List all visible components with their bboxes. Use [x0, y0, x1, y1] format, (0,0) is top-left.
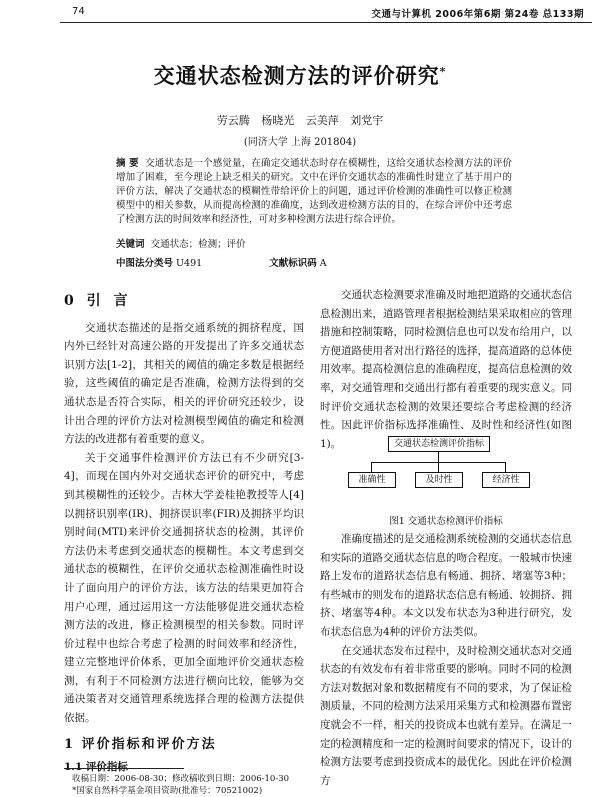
doc-code-label: 文献标识码 [269, 258, 317, 269]
title-mark: * [439, 65, 447, 78]
footnote-funding: *国家自然科学基金项目资助(批准号：70521002) [72, 786, 263, 796]
figure-caption: 图1 交通状态检测评价指标 [389, 516, 503, 527]
keywords [116, 236, 512, 250]
subsection-heading: 1.1 评价指标 [64, 761, 128, 774]
figure-box-timeliness: 及时性 [415, 472, 463, 488]
figure-connector-right [505, 462, 506, 472]
abstract-label: 摘 要 [116, 158, 139, 169]
header-rule [60, 22, 592, 23]
figure-box-accuracy: 准确性 [348, 472, 396, 488]
figure-connector-vertical [438, 452, 439, 462]
doc-code-item [269, 258, 358, 269]
journal-header: 交通与计算机 2006年第6期 第24卷 总133期 [371, 9, 584, 20]
section1-heading: 1 评价指标和评价方法 [64, 736, 217, 752]
right-column-bottom [320, 530, 572, 790]
clc-value: U491 [176, 258, 203, 269]
figure-connector-left [371, 462, 372, 472]
footnote-received: 收稿日期：2006-08-30；修改稿收到日期：2006-10-30 [72, 774, 290, 784]
abstract-text: 交通状态是一个感觉量，在确定交通状态时存在模糊性，这给交通状态检测方法的评价增加了困难，至今理论上缺乏相关的研究。文中在评价交通状态的准确性时建立了基于用户的评价方法，解决了交通状态的模糊性带给评价上的问题，通过评价检测的准确性可以修正检测模型中的相关参数，从而提高检测的准确度，达到改进检测方法的目的，在综合评价中还考虑了检测方法的时间效率和经济性，可对多种检测方法进行综合评价。 [116, 158, 512, 225]
figure-box-economy: 经济性 [482, 472, 530, 488]
intro-paragraph-1: 交通状态描述的是指交通系统的拥挤程度，国内外已经针对高速公路的开发提出了许多交通状态识别方法[1-2]，其相关的阈值的确定多数是根据经验，这些阈值的确定是否准确，检测方法得到的交通状态是否符合实际，相关的评价研究还较少，设计出合理的评价方法对检测模型阈值的确定和检测方法的改进都有着重要的意义。 [64, 321, 304, 446]
right-paragraph-2: 准确度描述的是交通检测系统检测的交通状态信息和实际的道路交通状态信息的吻合程度。一般城市快速路上发布的道路状态信息有畅通、拥挤、堵塞等3种；有些城市的则发布的道路状态信息有畅通、较拥挤、拥挤、堵塞等4种。本文以发布状态为3种进行研究，发布状态信息为4种的评价方法类似。 [320, 533, 572, 638]
figure-connector-middle [438, 462, 439, 472]
clc-label: 中图法分类号 [116, 258, 174, 269]
figure-top-box: 交通状态检测评价指标 [388, 436, 490, 452]
figure-1 [338, 436, 538, 516]
title-text: 交通状态检测方法的评价研究 [153, 63, 440, 88]
authors: 劳云腾 杨晓光 云美萍 刘党宇 [216, 114, 384, 127]
clc-item [116, 258, 234, 269]
intro-paragraph-2: 关于交通事件检测评价方法已有不少研究[3-4]，而现在国内外对交通状态评价的研究中，考虑到其模糊性的还较少。吉林大学姜桂艳教授等人[4]以拥挤识别率(IR)、拥挤误识率(FIR)及拥挤平均识别时间(MTI)来评价交通拥挤状态的检测，其评价方法仍未考虑到交通状态的模糊性。本文考虑到交通状态的模糊性，在评价交通状态检测准确性时设计了面向用户的评价方法，该方法的结果更加符合用户心理，通过运用这一方法能够促进交通状态检测方法的改进，修正检测模型的相关参数。同时评价过程中也综合考虑了检测的时间效率和经济性，建立完整地评价体系，更加全面地评价交通状态检测，有利于不同检测方法进行横向比较，能够为交通决策者对交通管理系统选择合理的检测方法提供依据。 [64, 451, 304, 725]
footnote [72, 773, 308, 797]
left-column [64, 292, 304, 781]
abstract [116, 157, 512, 227]
keywords-text: 交通状态；检测；评价 [150, 239, 246, 250]
right-paragraph-3: 在交通状态发布过程中，及时检测交通状态对交通状态的有效发布有着非常重要的影响。同时不同的检测方法对数据对象和数据精度有不同的要求，为了保证检测质量，不同的检测方法采用采集方式和检测器布置密度就会不一样，相关的投资成本也就有差异。在满足一定的检测精度和一定的检测时间要求的情况下，设计的检测方法要考虑到投资成本的最优化。因此在评价检测方 [320, 644, 572, 787]
right-column-top [320, 286, 572, 453]
doc-code-value: A [319, 258, 327, 269]
right-paragraph-1: 交通状态检测要求准确及时地把道路的交通状态信息检测出来，道路管理者根据检测结果采取相应的管理措施和控制策略，同时检测信息也可以发布给用户，以方便道路使用者对出行路径的选择，提高道路的总体使用效率。提高检测信息的准确程度，提高信息检测的效率，对交通管理和交通出行都有着重要的现实意义。同时评价交通状态检测的效果还要综合考虑检测的经济性。因此评价指标选择准确性、及时性和经济性(如图1)。 [320, 289, 572, 450]
affiliation: (同济大学 上海 201804) [243, 137, 357, 148]
paper-title [0, 60, 600, 90]
intro-heading: 0 引 言 [64, 293, 132, 309]
footnote-rule [64, 768, 184, 769]
keywords-label: 关键词 [116, 239, 145, 250]
page-number: 74 [72, 6, 85, 17]
classification [116, 255, 512, 269]
